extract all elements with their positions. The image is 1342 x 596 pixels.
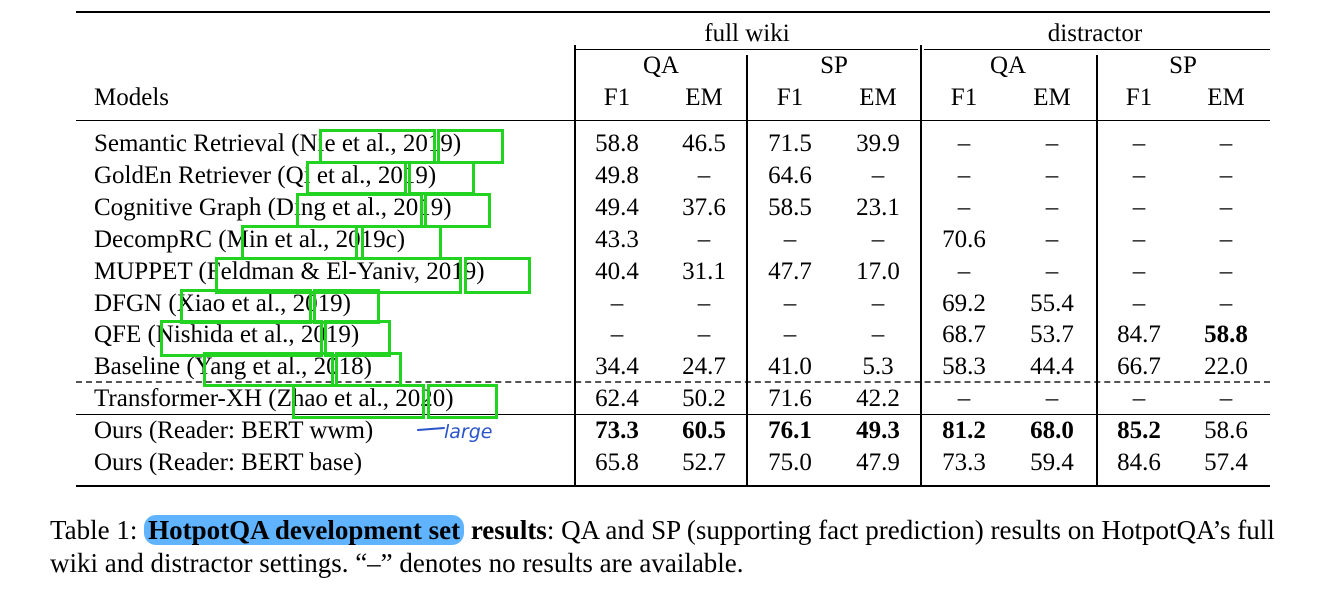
table-cell: – (1132, 258, 1146, 285)
table-cell: 58.8 (1204, 321, 1248, 348)
vrule-models (574, 45, 576, 485)
table-cell: 24.7 (682, 353, 726, 380)
citation-box (241, 225, 358, 260)
table-cell: 22.0 (1204, 353, 1248, 380)
subheader-fw-qa: QA (642, 52, 680, 79)
model-name: Ours (Reader: BERT base) (94, 449, 363, 476)
table-cell: 50.2 (682, 385, 726, 412)
table-caption (50, 514, 1300, 580)
table-cell: – (871, 321, 885, 348)
table-cell: 81.2 (942, 417, 986, 444)
citation-box (437, 129, 504, 164)
table-cell: 55.4 (1030, 290, 1074, 317)
table-cell: – (1132, 130, 1146, 157)
table-cell: 31.1 (682, 258, 726, 285)
header-distractor: distractor (1047, 20, 1143, 47)
table-cell: 52.7 (682, 449, 726, 476)
table-cell: – (1219, 226, 1233, 253)
vrule-fullwiki-sp (746, 55, 748, 485)
table-cell: 75.0 (768, 449, 812, 476)
table-cell: 57.4 (1204, 449, 1248, 476)
citation-box (427, 384, 498, 419)
table-cell: 42.2 (856, 385, 900, 412)
model-name: Semantic Retrieval (Nie et al., 2019) (94, 130, 462, 157)
table-cell: 37.6 (682, 194, 726, 221)
annotation-arrow-stroke (418, 428, 444, 430)
subheader-fw-sp: SP (820, 52, 848, 79)
table-cell: – (1132, 226, 1146, 253)
table-cell: 65.8 (595, 449, 639, 476)
metric-header: EM (685, 84, 723, 111)
header-full-wiki: full wiki (704, 20, 790, 47)
table-cell: 44.4 (1030, 353, 1074, 380)
table-cell: 69.2 (942, 290, 986, 317)
table-cell: 49.8 (595, 162, 639, 189)
models-header: Models (94, 84, 169, 111)
model-name: Transformer-XH (Zhao et al., 2020) (94, 385, 454, 412)
citation-box (292, 384, 425, 419)
table-cell: 23.1 (856, 194, 900, 221)
table-cell: 41.0 (768, 353, 812, 380)
table-cell: – (697, 226, 711, 253)
table-cell: 71.5 (768, 130, 812, 157)
table-cell: 34.4 (595, 353, 639, 380)
model-name: QFE (Nishida et al., 2019) (94, 321, 360, 348)
caption-label: Table 1: (50, 515, 145, 545)
table-cell: 49.3 (856, 417, 900, 444)
table-cell: – (957, 258, 971, 285)
table-cell: 46.5 (682, 130, 726, 157)
handwritten-large-annotation (416, 416, 502, 450)
model-name: Baseline (Yang et al., 2018) (94, 353, 372, 380)
metric-header: EM (859, 84, 897, 111)
table-bottom-rule (76, 485, 1270, 487)
table-cell: – (1219, 385, 1233, 412)
table-cell: – (1132, 290, 1146, 317)
caption-text: : QA and SP (supporting fact prediction) results on HotpotQA’s full wiki and distractor settings. “–” denotes no results are available. (50, 515, 1275, 578)
table-cell: 58.6 (1204, 417, 1248, 444)
table-cell: – (1045, 258, 1059, 285)
table-cell: 85.2 (1117, 417, 1161, 444)
header-rule (76, 120, 1270, 121)
caption-bold-rest: results (464, 515, 547, 545)
model-name: Cognitive Graph (Ding et al., 2019) (94, 194, 452, 221)
table-cell: 43.3 (595, 226, 639, 253)
model-name: MUPPET (Feldman & El-Yaniv, 2019) (94, 258, 485, 285)
table-cell: – (697, 321, 711, 348)
metric-header: F1 (776, 84, 804, 111)
table-cell: – (1219, 258, 1233, 285)
citation-box (424, 193, 491, 228)
table-cell: 60.5 (682, 417, 726, 444)
full-wiki-underline (576, 49, 918, 50)
table-cell: – (1132, 385, 1146, 412)
table-cell: 68.0 (1030, 417, 1074, 444)
table-cell: 73.3 (595, 417, 639, 444)
metric-header: EM (1207, 84, 1245, 111)
vrule-distractor-sp (1096, 55, 1098, 485)
table-cell: 71.6 (768, 385, 812, 412)
table-cell: – (957, 385, 971, 412)
table-cell: – (1045, 130, 1059, 157)
table-cell: 73.3 (942, 449, 986, 476)
table-cell: – (871, 162, 885, 189)
metric-header: F1 (950, 84, 978, 111)
table-cell: 84.7 (1117, 321, 1161, 348)
table-cell: 68.7 (942, 321, 986, 348)
table-cell: 66.7 (1117, 353, 1161, 380)
table-cell: – (783, 226, 797, 253)
model-name: GoldEn Retriever (Qi et al., 2019) (94, 162, 437, 189)
table-cell: – (871, 226, 885, 253)
table-cell: – (1132, 162, 1146, 189)
table-cell: 49.4 (595, 194, 639, 221)
table-cell: 53.7 (1030, 321, 1074, 348)
table-cell: – (1132, 194, 1146, 221)
citation-box (203, 352, 334, 387)
table-cell: – (783, 321, 797, 348)
table-cell: – (697, 290, 711, 317)
table-cell: – (1045, 226, 1059, 253)
table-cell: 47.7 (768, 258, 812, 285)
citation-box (361, 225, 442, 260)
table-cell: 47.9 (856, 449, 900, 476)
table-cell: 62.4 (595, 385, 639, 412)
table-cell: 39.9 (856, 130, 900, 157)
subheader-d-qa: QA (989, 52, 1027, 79)
citation-box (296, 193, 423, 228)
citation-box (408, 161, 475, 195)
metric-header: F1 (603, 84, 631, 111)
subheader-d-sp: SP (1169, 52, 1197, 79)
annotation-text: large (444, 421, 493, 443)
table-cell: 17.0 (856, 258, 900, 285)
distractor-underline (924, 49, 1270, 50)
table-cell: – (1219, 290, 1233, 317)
table-cell: 5.3 (862, 353, 894, 380)
table-cell: – (957, 130, 971, 157)
citation-box (319, 129, 436, 164)
table-cell: – (610, 290, 624, 317)
model-name: Ours (Reader: BERT wwm) (94, 417, 374, 444)
table-cell: – (1045, 194, 1059, 221)
table-cell: 40.4 (595, 258, 639, 285)
model-name: DFGN (Xiao et al., 2019) (94, 290, 351, 317)
citation-box (464, 257, 531, 294)
table-cell: 58.3 (942, 353, 986, 380)
table-cell: 59.4 (1030, 449, 1074, 476)
citation-box (313, 289, 380, 324)
table-cell: – (957, 194, 971, 221)
table-cell: – (1045, 162, 1059, 189)
ours-rule (76, 414, 1270, 415)
table-cell: – (1219, 130, 1233, 157)
table-cell: – (783, 290, 797, 317)
model-name: DecompRC (Min et al., 2019c) (94, 226, 406, 253)
table-cell: – (1045, 385, 1059, 412)
metric-header: EM (1033, 84, 1071, 111)
caption-highlight: HotpotQA development set (144, 515, 464, 545)
citation-box (335, 352, 402, 387)
table-cell: – (697, 162, 711, 189)
table-cell: 58.8 (595, 130, 639, 157)
table-cell: 58.5 (768, 194, 812, 221)
citation-box (306, 161, 407, 195)
citation-box (180, 289, 312, 324)
table-cell: 64.6 (768, 162, 812, 189)
table-cell: – (871, 290, 885, 317)
vrule-distractor (920, 45, 922, 485)
table-cell: – (610, 321, 624, 348)
table-cell: – (1219, 162, 1233, 189)
metric-header: F1 (1125, 84, 1153, 111)
table-cell: – (957, 162, 971, 189)
table-cell: 70.6 (942, 226, 986, 253)
table-cell: – (1219, 194, 1233, 221)
table-top-rule (76, 11, 1270, 13)
table-cell: 84.6 (1117, 449, 1161, 476)
table-cell: 76.1 (768, 417, 812, 444)
